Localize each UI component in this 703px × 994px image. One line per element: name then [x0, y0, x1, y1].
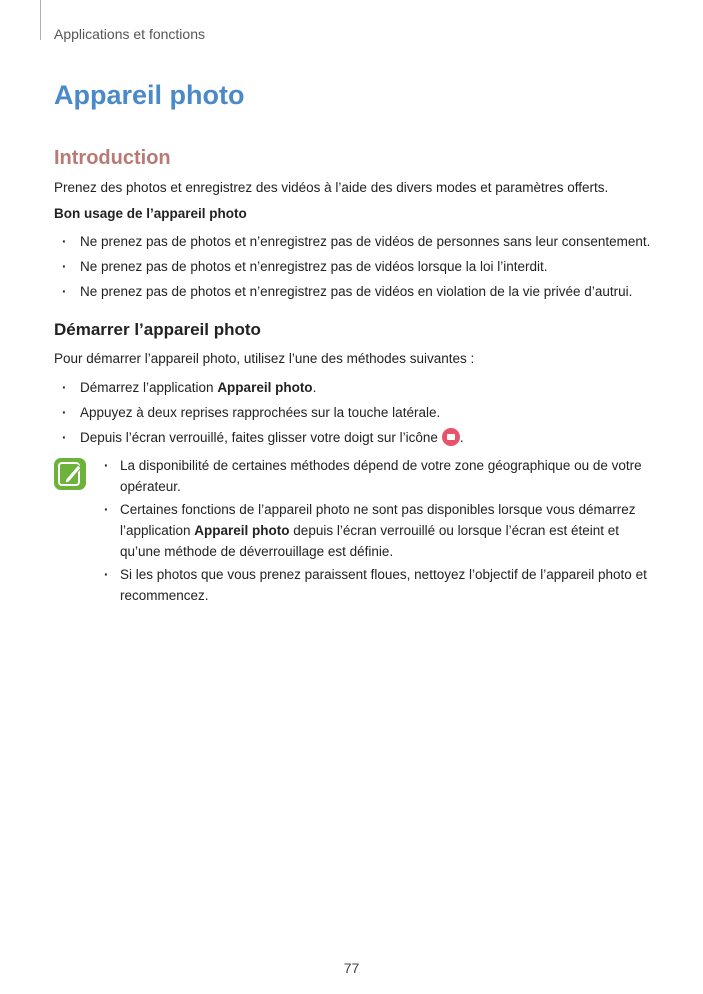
intro-text: Prenez des photos et enregistrez des vidéos à l’aide des divers modes et paramètres offerts.	[54, 180, 609, 195]
notes-list	[100, 455, 660, 608]
page-title: Appareil photo	[54, 80, 245, 110]
note-text: depuis l’écran verrouillé ou lorsque l’écran est éteint et qu’une méthode de déverrouillage est définie.	[120, 523, 619, 559]
start-item	[54, 425, 464, 450]
app-name: Appareil photo	[194, 523, 290, 538]
usage-item: · Ne prenez pas de photos et n’enregistrez pas de vidéos en violation de la vie privée d’autrui.	[54, 279, 650, 304]
usage-list	[54, 229, 650, 304]
start-item	[54, 375, 464, 400]
camera-icon	[442, 428, 460, 446]
start-text: Pour démarrer l’appareil photo, utilisez l’une des méthodes suivantes :	[54, 351, 475, 366]
start-item: · Appuyez à deux reprises rapprochées sur la touche latérale.	[54, 400, 464, 425]
page-number: 77	[343, 960, 360, 976]
start-item-text: Démarrez l’application	[80, 380, 218, 395]
start-heading: Démarrer l’appareil photo	[54, 320, 261, 339]
header-rule	[40, 0, 41, 40]
usage-heading: Bon usage de l’appareil photo	[54, 206, 247, 221]
usage-item: · Ne prenez pas de photos et n’enregistrez pas de vidéos de personnes sans leur consentement.	[54, 229, 650, 254]
note-item: · La disponibilité de certaines méthodes dépend de votre zone géographique ou de votre opérateur.	[100, 455, 660, 497]
note-text: Certaines fonctions de l’appareil photo ne sont pas disponibles lorsque vous démarrez l’application	[120, 502, 636, 538]
note-item: · Si les photos que vous prenez paraissent floues, nettoyez l’objectif de l’appareil photo et recommencez.	[100, 564, 660, 606]
usage-item: · Ne prenez pas de photos et n’enregistrez pas de vidéos lorsque la loi l’interdit.	[54, 254, 650, 279]
start-list	[54, 375, 464, 450]
start-item-text: .	[459, 430, 464, 445]
note-item	[100, 499, 660, 562]
start-item-text: Depuis l’écran verrouillé, faites glisser votre doigt sur l’icône	[80, 430, 438, 445]
start-item-text: .	[312, 380, 317, 395]
app-name: Appareil photo	[217, 380, 313, 395]
section-label: Applications et fonctions	[54, 26, 205, 42]
note-pencil-icon	[54, 458, 86, 490]
intro-heading: Introduction	[54, 147, 171, 169]
